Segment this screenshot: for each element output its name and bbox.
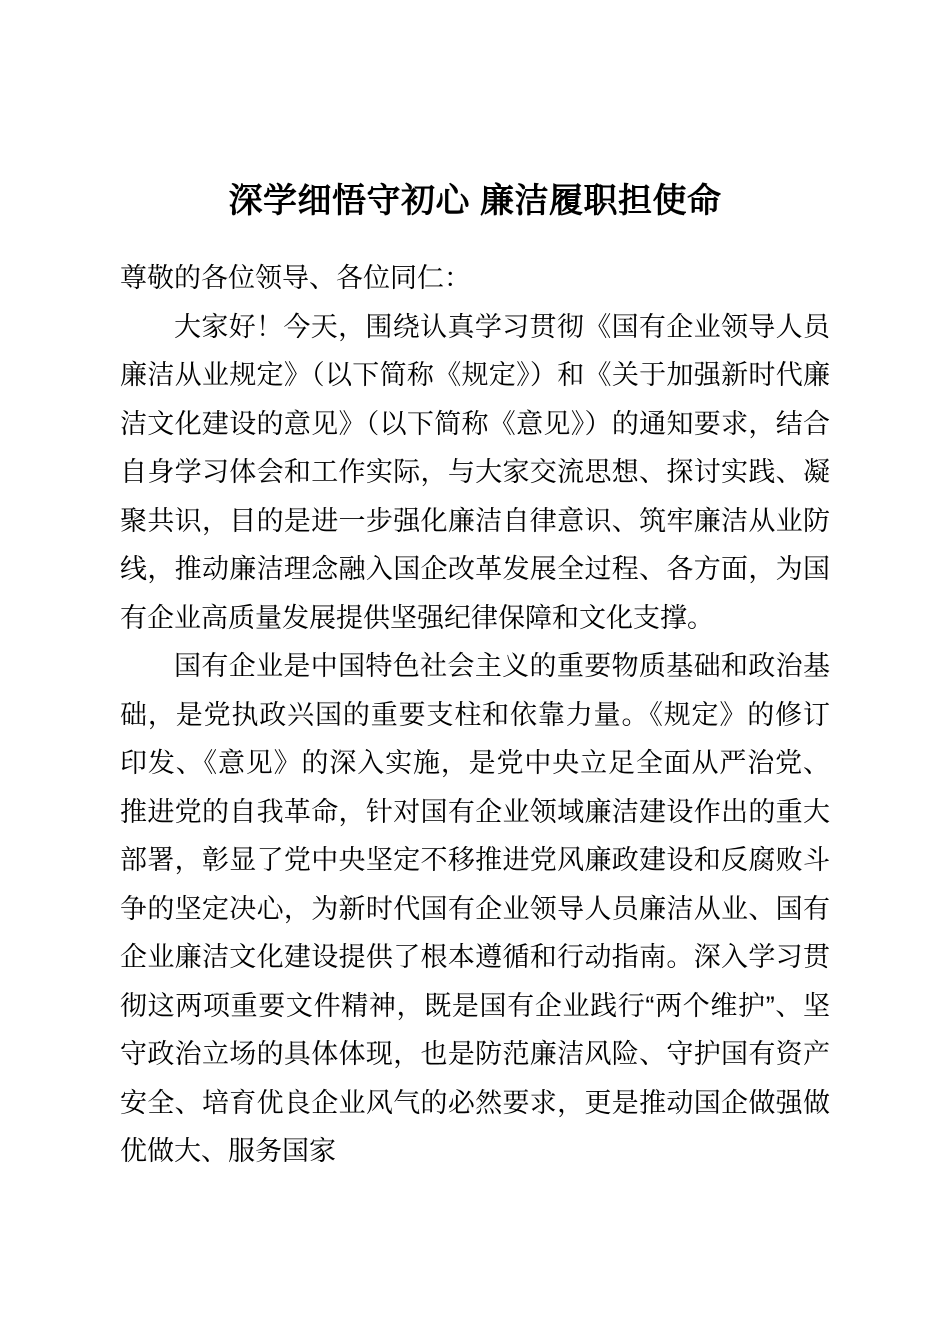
document-body <box>120 254 830 1176</box>
salutation-line: 尊敬的各位领导、各位同仁： <box>120 263 471 293</box>
paragraph-2: 国有企业是中国特色社会主义的重要物质基础和政治基础，是党执政兴国的重要支柱和依靠力量。《规定》的修订印发、《意见》的深入实施，是党中央立足全面从严治党、推进党的自我革命，针对国有企业领域廉洁建设作出的重大部署，彰显了党中央坚定不移推进党风廉政建设和反腐败斗争的坚定决心，为新时代国有企业领导人员廉洁从业、国有企业廉洁文化建设提供了根本遵循和行动指南。深入学习贯彻这两项重要文件精神，既是国有企业践行“两个维护”、坚守政治立场的具体体现，也是防范廉洁风险、守护国有资产安全、培育优良企业风气的必然要求，更是推动国企做强做优做大、服务国家 <box>120 651 830 1166</box>
document-title: 深学细悟守初心 廉洁履职担使命 <box>228 182 722 220</box>
paragraph-1: 大家好！今天，围绕认真学习贯彻《国有企业领导人员廉洁从业规定》（以下简称《规定》）和《关于加强新时代廉洁文化建设的意见》（以下简称《意见》）的通知要求，结合自身学习体会和工作实际，与大家交流思想、探讨实践、凝聚共识，目的是进一步强化廉洁自律意识、筑牢廉洁从业防线，推动廉洁理念融入国企改革发展全过程、各方面，为国有企业高质量发展提供坚强纪律保障和文化支撑。 <box>120 311 830 633</box>
